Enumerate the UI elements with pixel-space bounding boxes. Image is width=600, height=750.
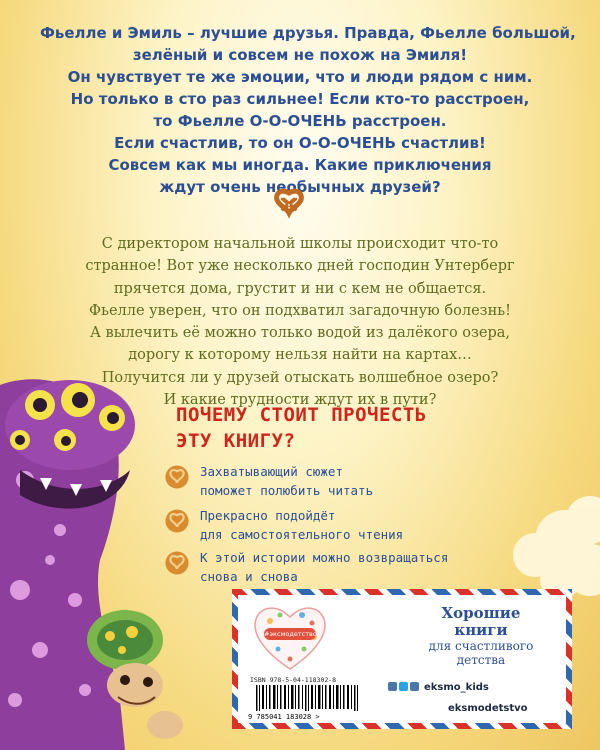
story-line: странное! Вот уже несколько дней господин Унтерберг [85, 258, 515, 275]
barcode-digits: 9 785041 183028 > [248, 713, 320, 721]
story-text [60, 233, 540, 411]
why-heading: ЭТУ КНИГУ? [176, 430, 296, 452]
postcard-panel [232, 589, 572, 729]
intro-line: ждут очень необычных друзей? [159, 178, 441, 196]
pretzel-icon [271, 185, 307, 221]
slogan [406, 605, 556, 667]
intro-line: Но только в сто раз сильнее! Если кто-то расстроен, [70, 90, 530, 108]
story-line: прячется дома, грустит и ни с кем не общается. [113, 280, 487, 297]
site-handle[interactable]: eksmodetstvo [448, 703, 528, 714]
slogan-line: книги [454, 621, 508, 639]
intro-text [40, 22, 576, 198]
feature-line: для самостоятельного чтения [200, 527, 404, 542]
intro-line: то Фьелле О-О-ОЧЕНЬ расстроен. [153, 112, 447, 130]
feature-line: поможет полюбить читать [200, 483, 374, 498]
cloud-icon [513, 496, 600, 600]
story-line: С директором начальной школы происходит что-то [101, 236, 499, 252]
pretzel-icon [164, 550, 190, 576]
story-line: Фьелле уверен, что он подхватил загадочную болезнь! [89, 302, 511, 319]
pretzel-icon [164, 464, 190, 490]
intro-line: Совсем как мы иногда. Какие приключения [108, 156, 492, 174]
intro-line: Если счастлив, то он О-О-ОЧЕНЬ счастлив! [114, 134, 486, 152]
hashtag-label: #эксмодетство [264, 630, 317, 638]
story-line: Получится ли у друзей отыскать волшебное озеро? [101, 369, 499, 386]
isbn-label: ISBN 978-5-04-118302-8 [250, 676, 337, 684]
intro-line: Он чувствует те же эмоции, что и люди рядом с ним. [67, 68, 533, 86]
slogan-line: для счастливого [428, 639, 534, 653]
social-handle[interactable]: eksmo_kids [424, 682, 489, 693]
telegram-icon [399, 682, 408, 691]
slogan-line: Хорошие [441, 604, 521, 622]
feature-line: снова и снова [200, 569, 298, 584]
why-heading: ПОЧЕМУ СТОИТ ПРОЧЕСТЬ [176, 404, 427, 426]
intro-line: зелёный и совсем не похож на Эмиля! [132, 46, 468, 64]
feature-line: Захватывающий сюжет [200, 464, 343, 479]
vk-icon [388, 682, 397, 691]
story-line: И какие трудности ждут их в пути? [163, 392, 437, 409]
intro-line: Фьелле и Эмиль – лучшие друзья. Правда, Фьелле большой, [40, 24, 576, 42]
feature-line: К этой истории можно возвращаться [200, 550, 449, 565]
story-line: А вылечить её можно только водой из далёкого озера, [89, 325, 511, 342]
story-line: дорогу к которому нельзя найти на картах… [128, 347, 472, 364]
ok-icon [410, 682, 419, 691]
feature-line: Прекрасно подойдёт [200, 508, 336, 523]
pretzel-icon [164, 508, 190, 534]
slogan-line: детства [456, 653, 506, 667]
